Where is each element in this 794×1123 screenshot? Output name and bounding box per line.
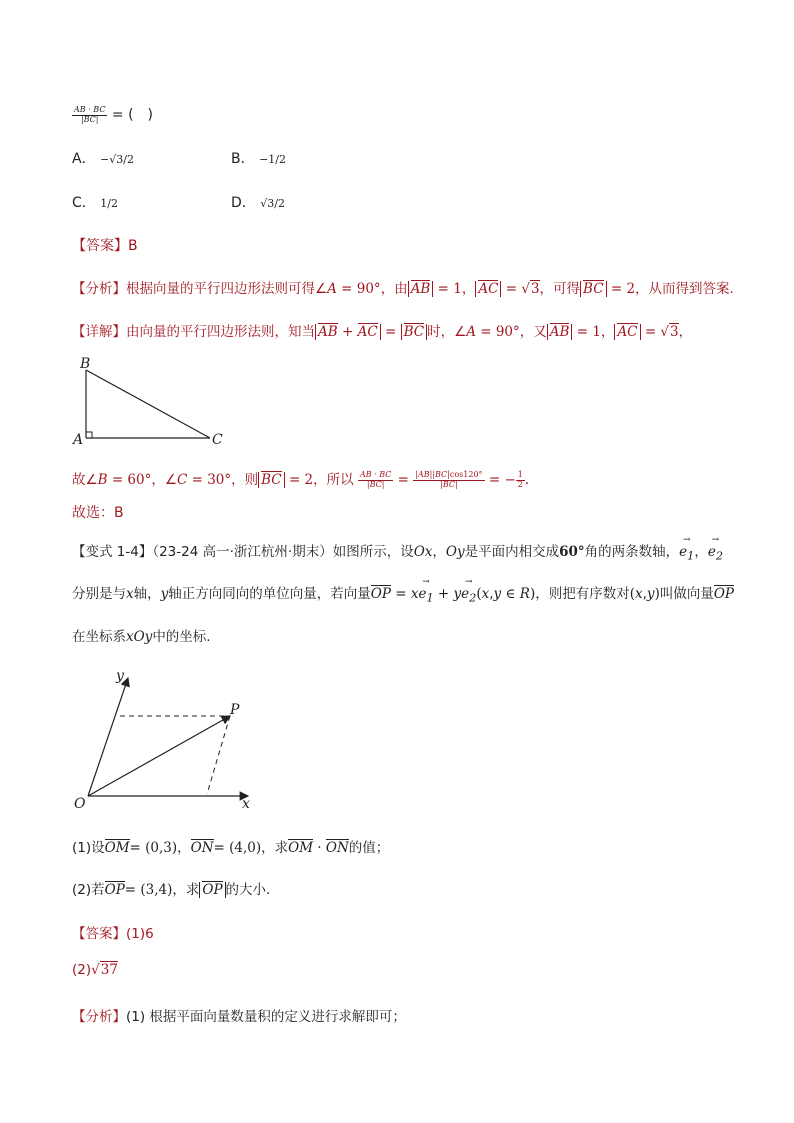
q1-detail: 【详解】由向量的平行四边形法则，知当 AB + AC = BC 时，∠A = 90°，又 AB = 1， AC = √3， [72, 324, 693, 340]
option-c-label: C． [72, 195, 96, 211]
q2-part2: (2)若OP= (3,4)，求 OP 的大小. [72, 882, 271, 898]
part2-ask: ，求 [172, 882, 200, 898]
q1-stem-tail: = ( ) [111, 107, 153, 123]
part1-om-value: = (0,3) [129, 840, 178, 856]
q2-answer-1: (1)6 [126, 926, 154, 942]
q1-stem-numerator: AB · BC [74, 105, 106, 115]
q2-stem-text-1: 如图所示，设 [332, 544, 414, 560]
vertex-c-label: C [212, 432, 223, 448]
part1-on-value: = (4,0) [213, 840, 262, 856]
option-d-label: D． [231, 195, 256, 211]
option-b-label: B． [231, 151, 255, 167]
part1-prefix: (1)设 [72, 840, 105, 856]
analysis-label: 【分析】 [72, 281, 126, 297]
part2-tail: 的大小. [225, 882, 271, 898]
q2-stem-line1: 【变式 1-4】（23-24 高一·浙江杭州·期末）如图所示，设Ox，Oy是平面内相交成60°角的两条数轴，→ $e_1$，→ $e_2$ [72, 540, 723, 563]
q2-line2-text-5: 叫做向量 [659, 586, 714, 602]
detail-label: 【详解】 [72, 324, 126, 340]
q2-line2-text-3: 轴正方向同向的单位向量，若向量 [168, 586, 371, 602]
q1-option-c [72, 192, 118, 212]
q2-answer-label: 【答案】 [72, 926, 126, 942]
option-c-value: 1/2 [100, 197, 118, 210]
q2-stem-line2: 分别是与x轴，y轴正方向同向的单位向量，若向量OP = $x\to e_1 + y\to e_2(x,y$ ∈ R)，则把有序数对(x,y)叫做向量OP [72, 582, 734, 605]
analysis-text-4: ，从而得到答案. [635, 281, 734, 297]
q2-part1: (1)设OM= (0,3)，ON= (4,0)，求OM · ON的值； [72, 840, 390, 856]
q2-line2-text-4: ，则把有序数对 [535, 586, 630, 602]
analysis-text-1: 根据向量的平行四边形法则可得∠ [126, 281, 328, 297]
q2-answer [72, 922, 154, 942]
q1-analysis: 【分析】根据向量的平行四边形法则可得∠A = 90°，由 AB = 1， AC = √3，可得 BC = 2，从而得到答案. [72, 281, 734, 297]
answer-value: B [128, 238, 138, 254]
q2-source: （23-24 高一·浙江杭州·期末） [152, 544, 333, 560]
part1-ask: ，求 [261, 840, 289, 856]
q1-conclusion: 故∠B = 60°，∠C = 30°，则 BC = 2，所以 $\frac{AB \cdot BC}{|BC|}$ = $\frac{|AB||BC|\cos 120^\circ}{|BC|}$ = − $\frac{1}{2}$ . [72, 470, 530, 489]
answer-label: 【答案】 [72, 238, 128, 254]
figure-oblique-axes [70, 662, 270, 812]
q2-stem-angle: 60° [559, 544, 585, 560]
q2-line3-text-1: 在坐标系 [72, 629, 126, 645]
detail-text-3: ，又 [519, 324, 547, 340]
axis-y-label: y [116, 668, 124, 684]
q2-stem-text-3: 角的两条数轴， [584, 544, 680, 560]
q2-analysis-text: (1) 根据平面向量数量积的定义进行求解即可； [126, 1009, 406, 1025]
vertex-b-label: B [80, 356, 91, 372]
q1-option-b [231, 148, 286, 168]
q2-stem-text-2: 是平面内相交成 [464, 544, 560, 560]
conclusion-text-1: 故∠ [72, 472, 98, 488]
option-b-value: −1/2 [259, 153, 286, 166]
q2-analysis [72, 1005, 406, 1025]
analysis-text-3: ，可得 [539, 281, 581, 297]
q2-line3-text-2: 中的坐标. [152, 629, 211, 645]
q1-answer [72, 235, 138, 255]
axis-x-label: x [242, 796, 250, 812]
origin-o-label: O [74, 796, 86, 812]
q2-answer-2: (2)√37 [72, 962, 118, 978]
q2-answer-2-value: 37 [100, 962, 118, 978]
q1-stem-fraction [72, 106, 107, 124]
option-d-value: √3/2 [260, 197, 285, 210]
conclusion-cos: cos120° [449, 470, 483, 480]
figure-right-triangle [70, 352, 240, 452]
q2-line2-text-1: 分别是与 [72, 586, 126, 602]
q1-option-a [72, 148, 134, 168]
q2-analysis-label: 【分析】 [72, 1009, 126, 1025]
option-a-value: −√3/2 [100, 153, 134, 166]
q2-tag: 【变式 1-4】 [72, 544, 153, 560]
detail-text-1: 由向量的平行四边形法则，知当 [126, 324, 315, 340]
q2-answer-2-prefix: (2) [72, 962, 92, 978]
part2-op-value: = (3,4) [124, 882, 173, 898]
q1-option-d [231, 192, 285, 212]
option-a-label: A． [72, 151, 96, 167]
part1-tail: 的值； [348, 840, 390, 856]
conclusion-text-2: ，∠ [151, 472, 177, 488]
q2-line2-text-2: 轴， [133, 586, 161, 602]
q2-stem-line3: 在坐标系xOy中的坐标. [72, 629, 211, 645]
detail-text-2: 时，∠ [427, 324, 467, 340]
vertex-a-label: A [73, 432, 84, 448]
conclusion-text-4: ，所以 [313, 472, 354, 488]
part2-prefix: (2)若 [72, 882, 105, 898]
point-p-label: P [230, 702, 240, 718]
q1-stem-denominator: |BC| [80, 114, 99, 124]
analysis-text-2: ，由 [380, 281, 408, 297]
q1-stem [72, 104, 153, 124]
conclusion-text-3: ，则 [231, 472, 259, 488]
q1-choose: 故选：B [72, 505, 124, 521]
